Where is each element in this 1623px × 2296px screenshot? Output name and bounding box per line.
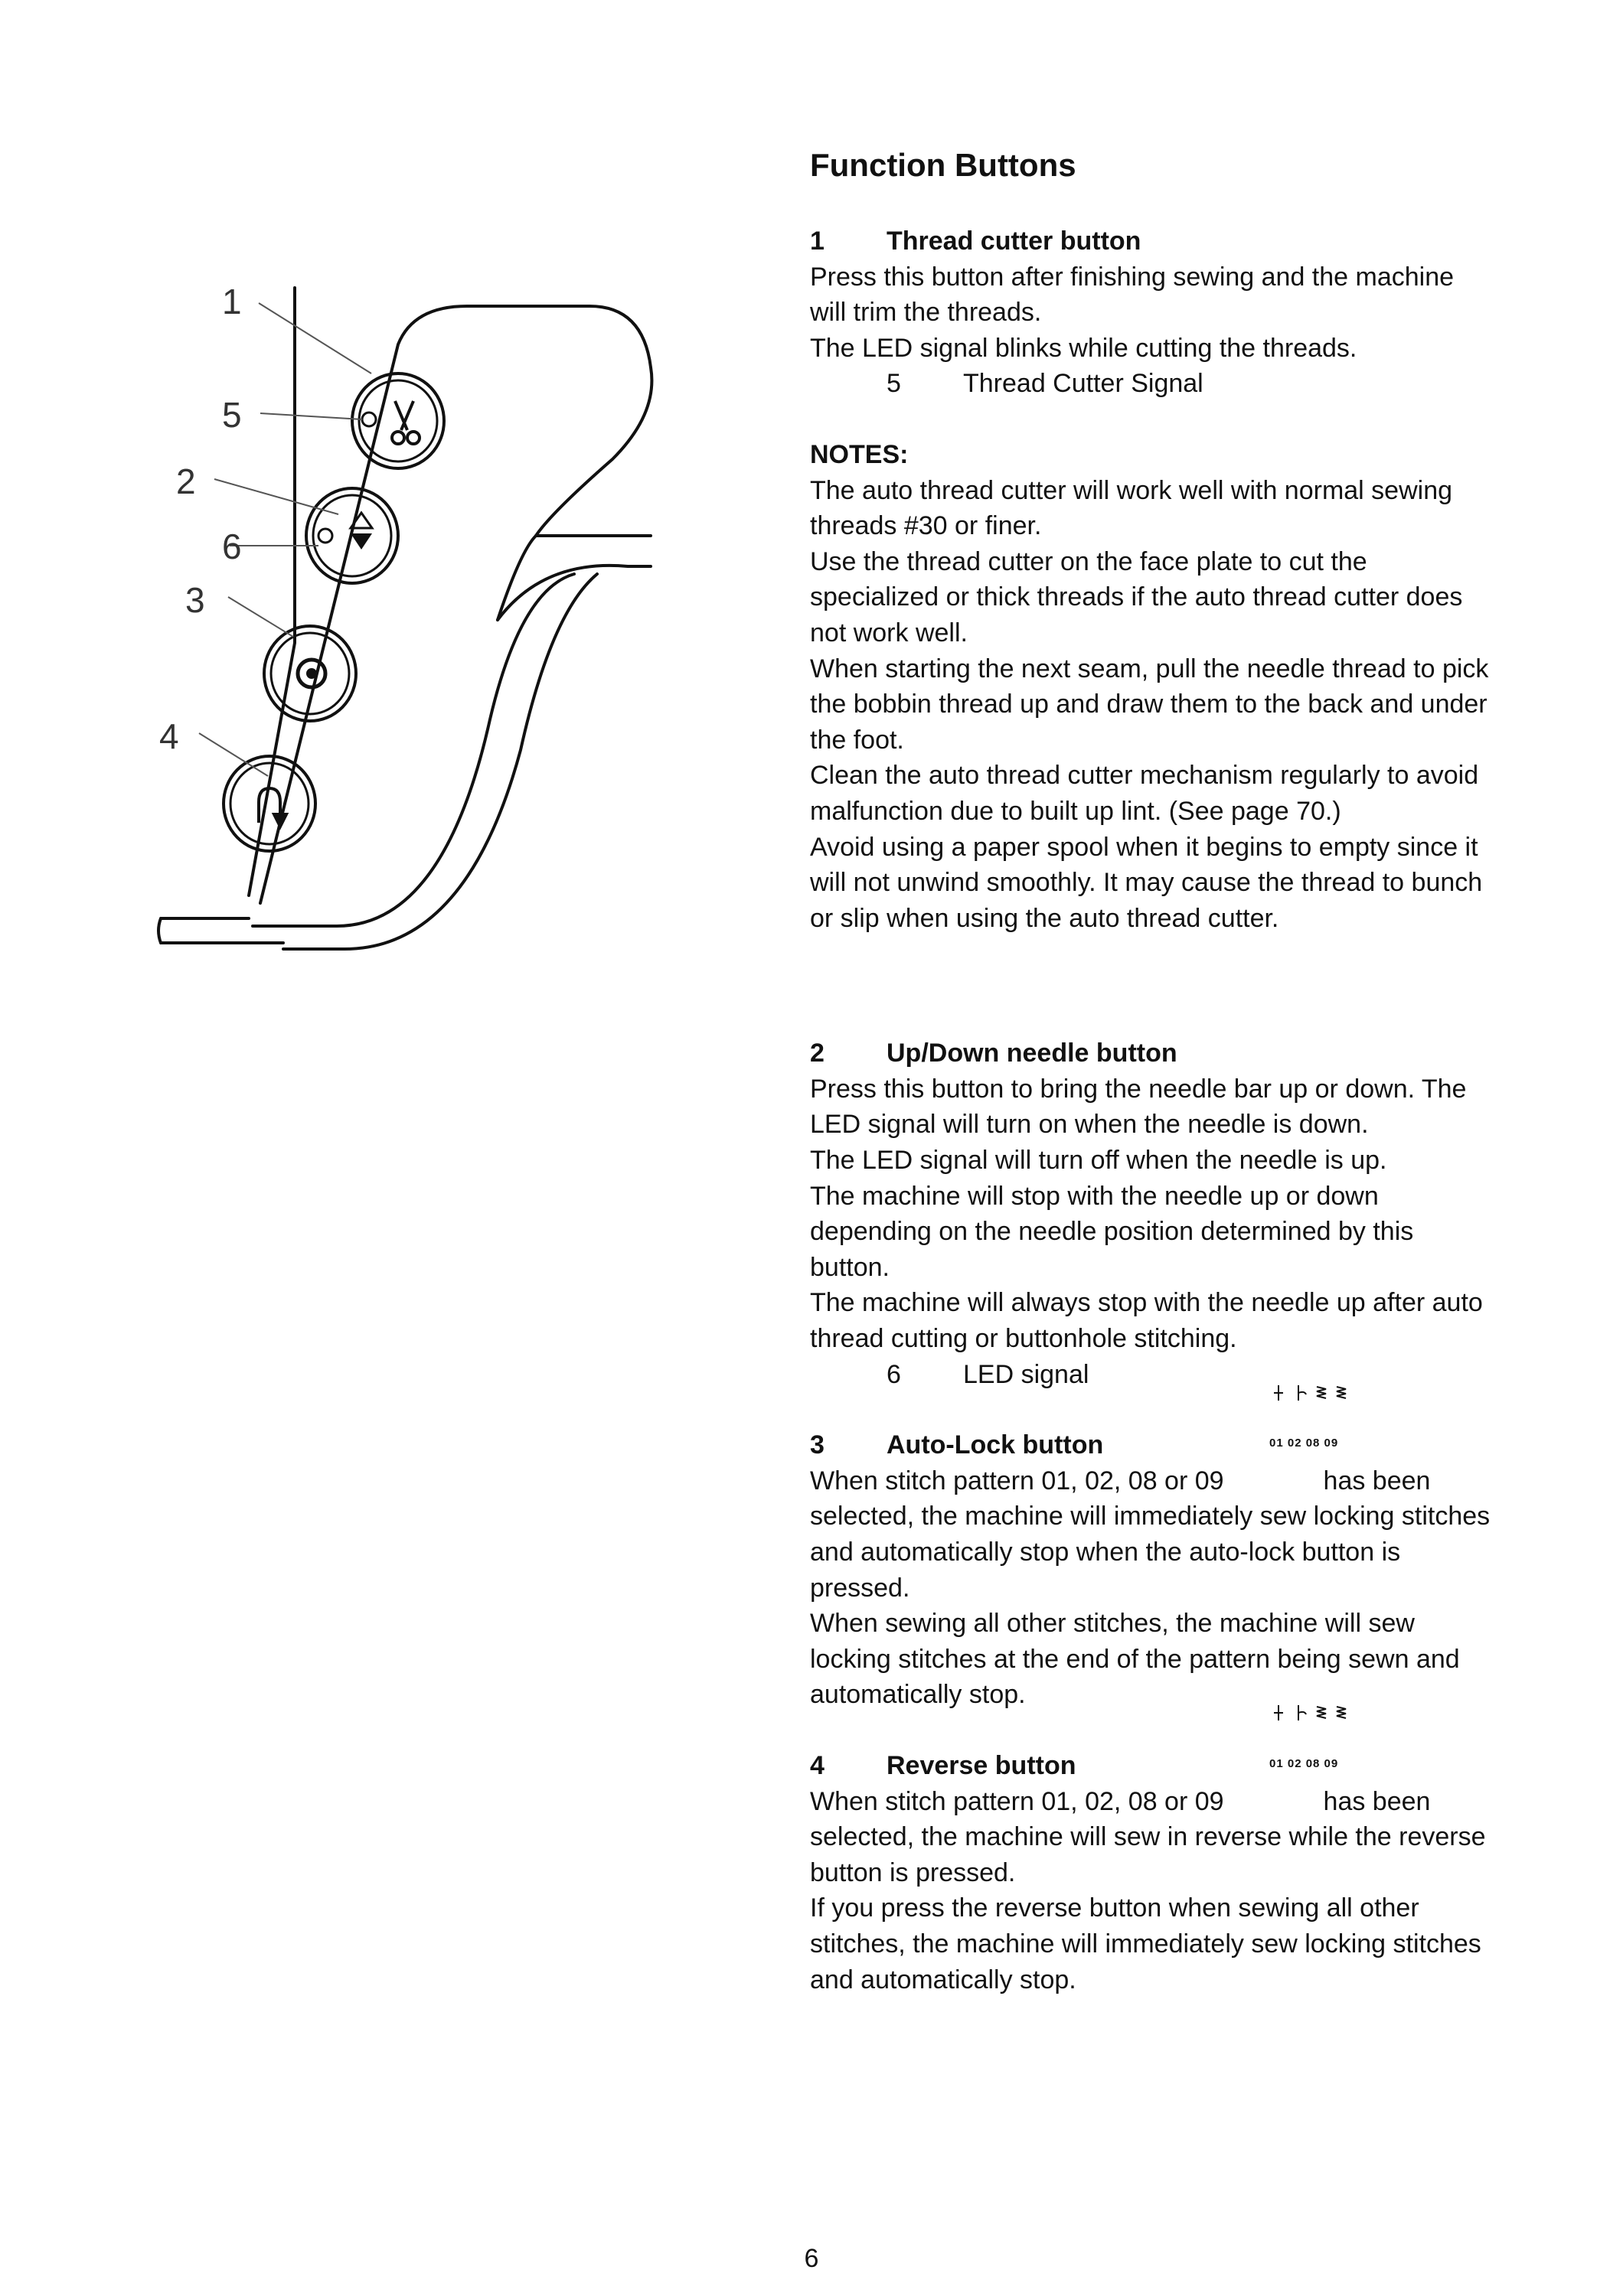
thread-cutter-button xyxy=(352,373,444,468)
paragraph-line: Press this button to bring the needle bar up or down. The xyxy=(810,1074,1467,1104)
callout-2: 2 xyxy=(176,461,196,501)
paragraph-line: pressed. xyxy=(810,1573,910,1603)
pattern-line-end: has been xyxy=(1323,1786,1431,1816)
paragraph-line: depending on the needle position determined by this xyxy=(810,1217,1414,1247)
paragraph-line: thread cutting or buttonhole stitching. xyxy=(810,1324,1237,1354)
notes-line: or slip when using the auto thread cutter. xyxy=(810,903,1279,933)
auto-lock-icon xyxy=(298,660,325,687)
stitch-pattern-labels: 01 02 08 09 xyxy=(1269,1756,1339,1770)
callout-3: 3 xyxy=(185,580,205,620)
paragraph-line: locking stitches at the end of the pattern being sewn and xyxy=(810,1644,1460,1674)
notes-line: malfunction due to built up lint. (See page 70.) xyxy=(810,796,1341,826)
scissors-icon xyxy=(392,401,420,444)
notes-line: threads #30 or finer. xyxy=(810,511,1042,541)
text-column xyxy=(810,145,1545,1998)
callout-4: 4 xyxy=(159,716,179,756)
notes-line: the bobbin thread up and draw them to the back and under xyxy=(810,690,1487,719)
stitch-glyphs-icon xyxy=(1269,1385,1369,1411)
paragraph-line: stitches, the machine will immediately sew locking stitches xyxy=(810,1929,1481,1958)
callout-5: 5 xyxy=(222,395,242,435)
auto-lock-section xyxy=(810,1427,1545,1713)
stitch-pattern-icons xyxy=(1269,1705,1369,1782)
section-heading xyxy=(810,1035,1545,1071)
paragraph-line: The LED signal blinks while cutting the threads. xyxy=(810,333,1357,363)
stitch-glyphs-icon xyxy=(1269,1705,1369,1731)
paragraph-line: When sewing all other stitches, the machine will sew xyxy=(810,1609,1415,1639)
section-heading xyxy=(810,1748,1545,1784)
paragraph-line: The machine will stop with the needle up or down xyxy=(810,1181,1379,1211)
paragraph-line: Press this button after finishing sewing and the machine xyxy=(810,262,1455,292)
paragraph-line: button. xyxy=(810,1252,890,1282)
notes-line: Use the thread cutter on the face plate to cut the xyxy=(810,546,1367,576)
paragraph-line: button is pressed. xyxy=(810,1857,1016,1887)
paragraph-line: automatically stop. xyxy=(810,1680,1026,1710)
paragraph-line: The machine will always stop with the needle up after auto xyxy=(810,1288,1483,1318)
notes-line: Clean the auto thread cutter mechanism regularly to avoid xyxy=(810,761,1479,791)
section-title: Auto-Lock button xyxy=(887,1430,1104,1460)
page-number: 6 xyxy=(804,2244,819,2273)
section-number: 2 xyxy=(810,1039,825,1068)
section-number: 3 xyxy=(810,1430,825,1460)
notes-line: specialized or thick threads if the auto thread cutter does xyxy=(810,582,1463,612)
section-title: Thread cutter button xyxy=(887,227,1141,256)
sub-item-label: Thread Cutter Signal xyxy=(963,369,1203,399)
notes-line: Avoid using a paper spool when it begins to empty since it xyxy=(810,832,1478,862)
updown-needle-section xyxy=(810,1035,1545,1392)
page-title: Function Buttons xyxy=(810,147,1076,183)
section-number: 1 xyxy=(810,227,825,256)
needle-led xyxy=(318,529,332,543)
paragraph-line xyxy=(810,1463,1545,1499)
section-title: Up/Down needle button xyxy=(887,1039,1177,1068)
panel-lower-edge xyxy=(498,536,651,620)
paragraph-line: If you press the reverse button when sewing all other xyxy=(810,1893,1419,1923)
stitch-pattern-icons xyxy=(1269,1385,1369,1462)
paragraph-line: will trim the threads. xyxy=(810,298,1042,328)
callout-1: 1 xyxy=(222,282,242,321)
bed-line xyxy=(158,918,283,943)
notes-section xyxy=(810,437,1545,936)
thread-cutter-section xyxy=(810,223,1545,402)
notes-line: not work well. xyxy=(810,618,968,647)
pattern-line-start: When stitch pattern 01, 02, 08 or 09 xyxy=(810,1786,1224,1816)
paragraph-line: selected, the machine will sew in reverse while the reverse xyxy=(810,1822,1486,1852)
reverse-button xyxy=(224,756,315,851)
notes-line: the foot. xyxy=(810,725,904,755)
notes-heading: NOTES: xyxy=(810,439,909,469)
paragraph-line xyxy=(810,1784,1545,1820)
paragraph-line: The LED signal will turn off when the needle is up. xyxy=(810,1146,1387,1176)
paragraph-line: and automatically stop when the auto-lock button is xyxy=(810,1538,1401,1567)
section-number: 4 xyxy=(810,1750,825,1780)
paragraph-line: LED signal will turn on when the needle is down. xyxy=(810,1110,1369,1140)
notes-line: The auto thread cutter will work well with normal sewing xyxy=(810,475,1453,505)
sub-item-label: LED signal xyxy=(963,1359,1089,1389)
thread-cutter-led xyxy=(362,413,376,426)
sub-item xyxy=(810,366,1545,402)
paragraph-line: selected, the machine will immediately sew locking stitches xyxy=(810,1502,1491,1531)
section-heading xyxy=(810,223,1545,259)
section-heading xyxy=(810,1427,1545,1463)
pattern-line-start: When stitch pattern 01, 02, 08 or 09 xyxy=(810,1466,1224,1495)
function-buttons-diagram xyxy=(138,260,781,964)
panel-outline xyxy=(249,288,295,895)
stitch-pattern-labels: 01 02 08 09 xyxy=(1269,1437,1339,1450)
section-title: Reverse button xyxy=(887,1750,1076,1780)
callout-6: 6 xyxy=(222,527,242,566)
updown-needle-button xyxy=(306,488,398,583)
panel-body xyxy=(260,306,651,903)
notes-line: When starting the next seam, pull the needle thread to pick xyxy=(810,654,1489,683)
sub-item xyxy=(810,1357,1545,1393)
paragraph-line: and automatically stop. xyxy=(810,1965,1076,1994)
sub-item-number: 6 xyxy=(887,1359,901,1389)
pattern-line-end: has been xyxy=(1323,1466,1431,1495)
sub-item-number: 5 xyxy=(887,369,901,399)
reverse-section xyxy=(810,1748,1545,1998)
notes-line: will not unwind smoothly. It may cause the thread to bunch xyxy=(810,868,1483,898)
